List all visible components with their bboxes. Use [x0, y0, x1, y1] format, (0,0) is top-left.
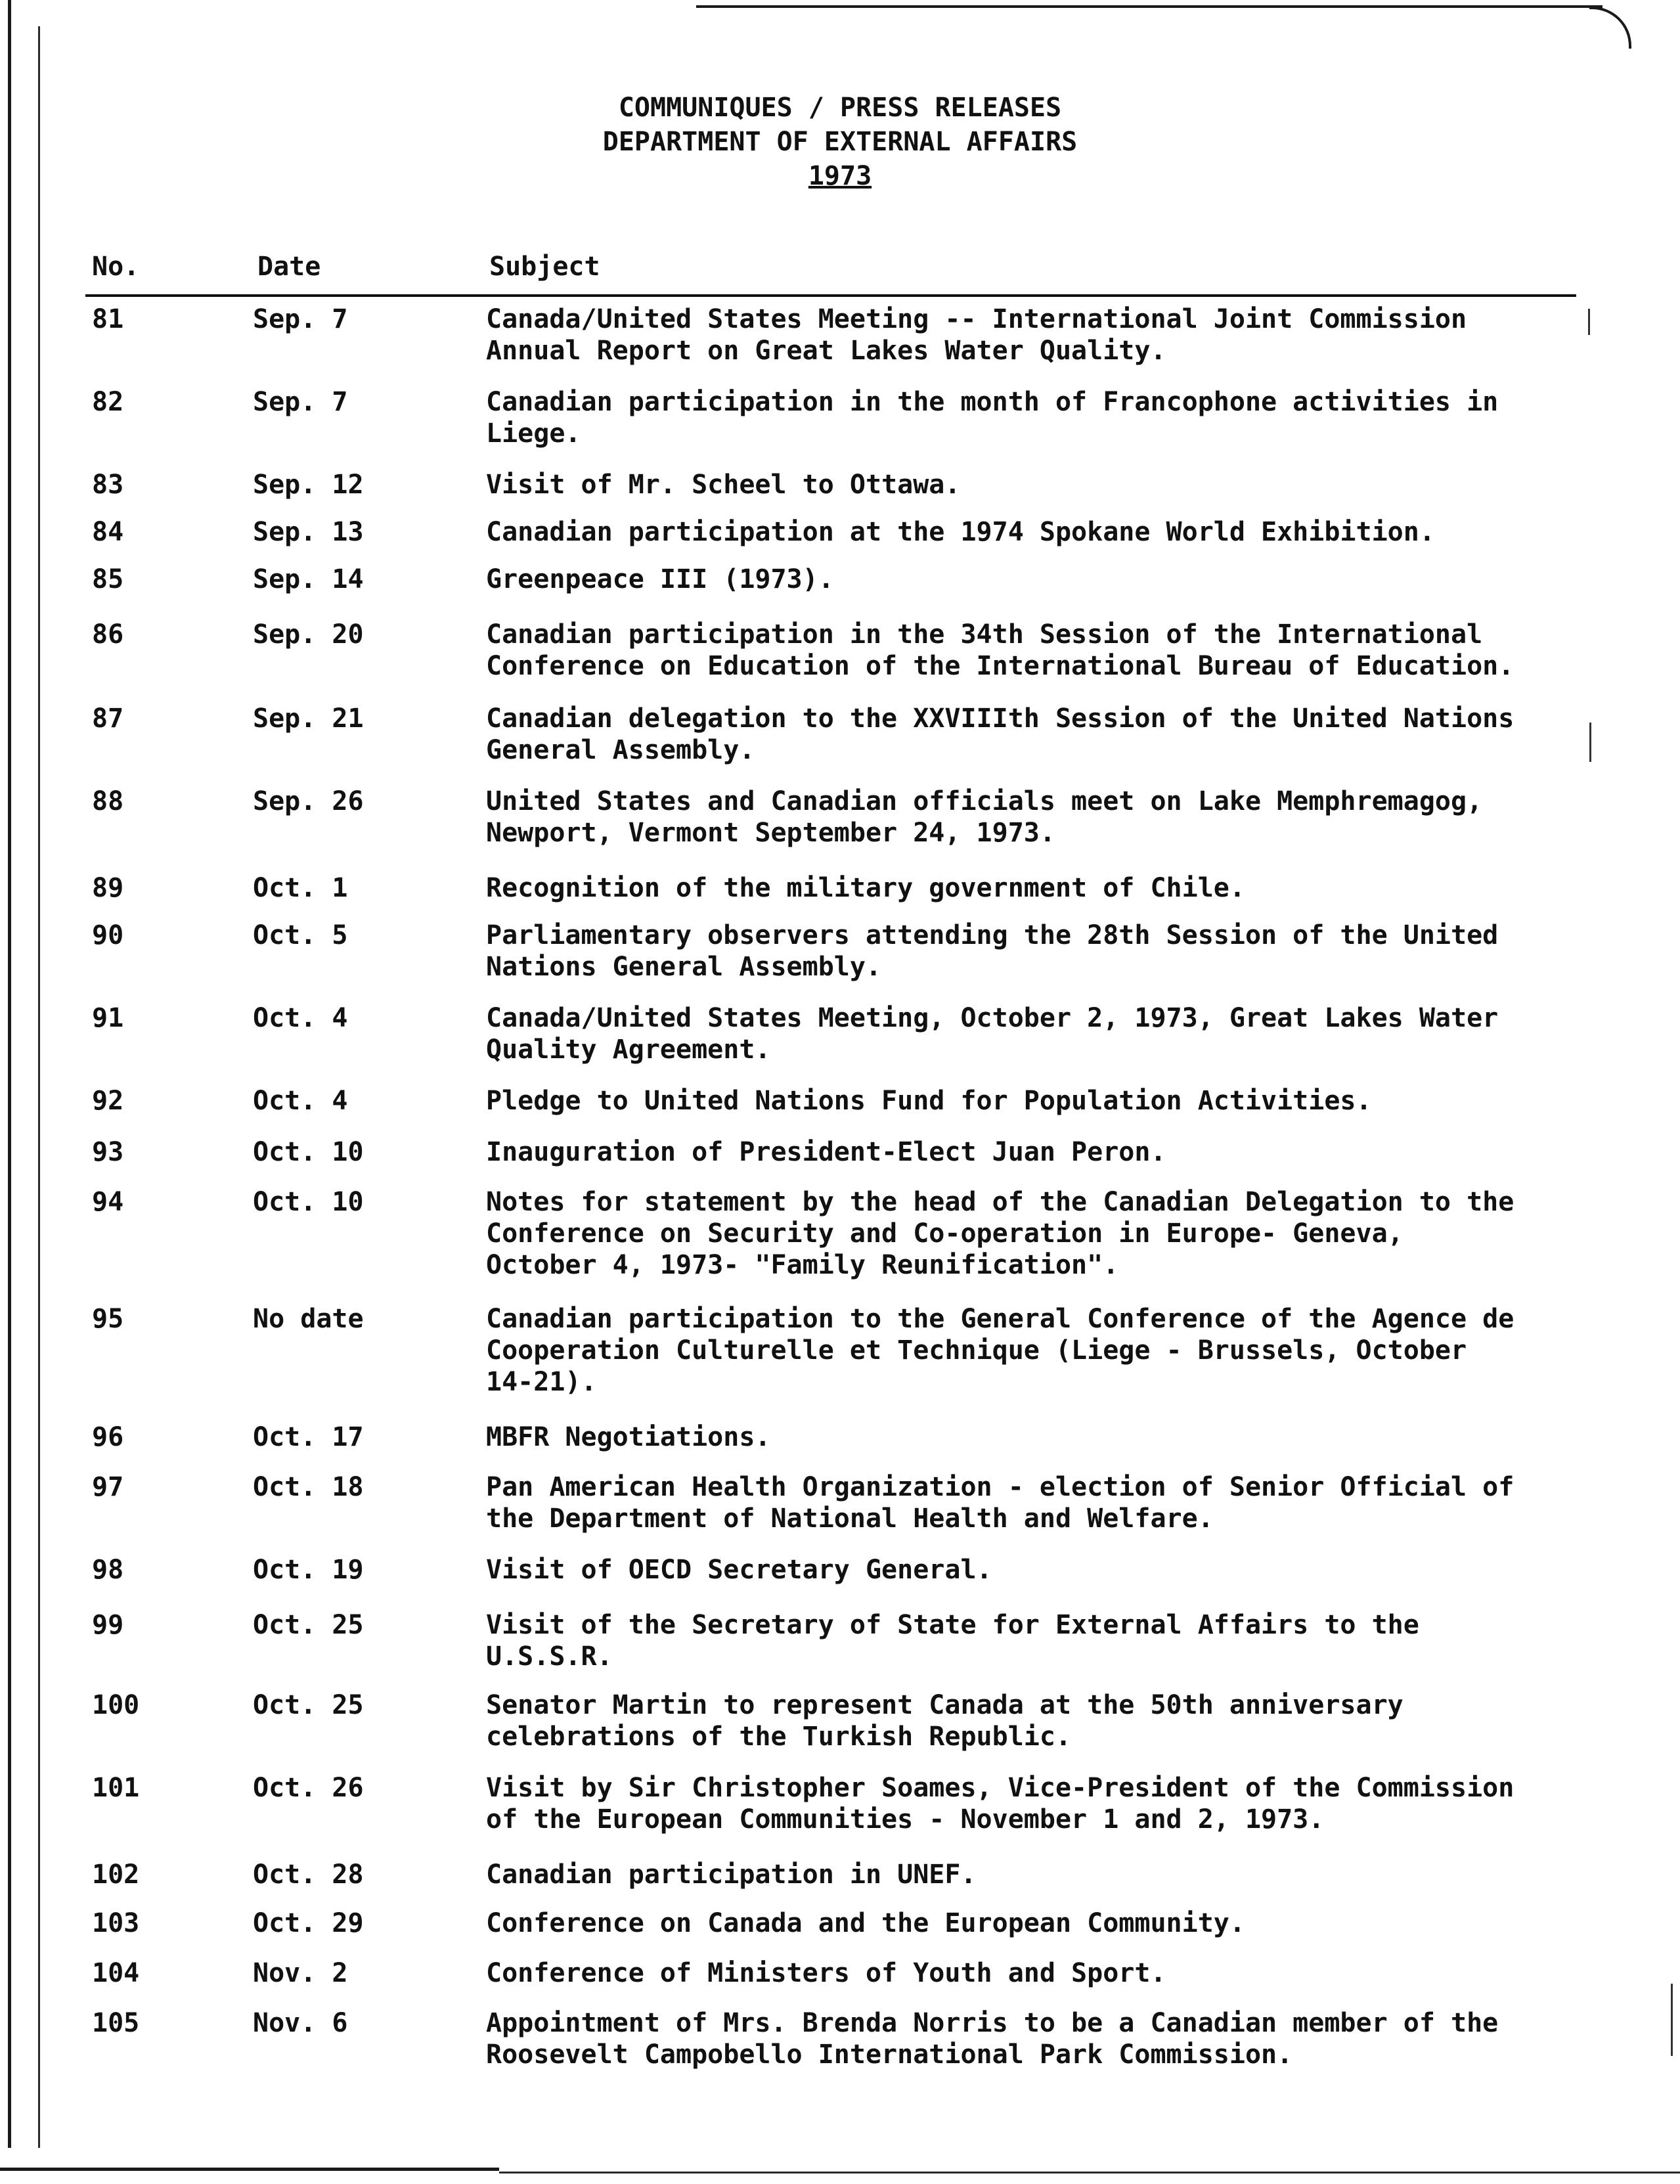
row-subject: Canadian participation in UNEF.: [486, 1860, 977, 1890]
row-date: Sep. 7: [253, 304, 348, 334]
row-date: Oct. 10: [253, 1137, 364, 1167]
row-number: 82: [92, 387, 124, 417]
row-number: 86: [92, 619, 124, 650]
row-number: 105: [92, 2008, 140, 2038]
scan-edge-left: [8, 0, 11, 2148]
row-date: Oct. 4: [253, 1003, 348, 1033]
scan-speck: [1671, 1984, 1673, 2056]
scan-speck: [1589, 723, 1591, 762]
row-subject: Canadian participation to the General Conference of the Agence de Cooperation Culturelle et Technique (Liege - Brussels, October 14-21).: [486, 1304, 1514, 1397]
row-number: 96: [92, 1422, 124, 1452]
row-number: 102: [92, 1860, 140, 1890]
row-number: 89: [92, 873, 124, 903]
header-year-text: 1973: [808, 161, 872, 191]
row-number: 103: [92, 1908, 140, 1938]
row-date: Oct. 1: [253, 873, 348, 903]
row-date: Sep. 12: [253, 470, 364, 500]
row-date: Sep. 14: [253, 564, 364, 594]
row-date: Oct. 26: [253, 1773, 364, 1803]
column-header-no: No.: [92, 252, 140, 282]
page-edge-bottom: [0, 2168, 499, 2171]
row-number: 104: [92, 1958, 140, 1988]
row-number: 100: [92, 1690, 140, 1720]
row-number: 101: [92, 1773, 140, 1803]
header-title: COMMUNIQUES / PRESS RELEASES: [618, 93, 1062, 123]
row-date: Oct. 25: [253, 1610, 364, 1640]
row-number: 93: [92, 1137, 124, 1167]
row-date: Nov. 6: [253, 2008, 348, 2038]
row-date: Oct. 4: [253, 1086, 348, 1116]
row-date: Oct. 17: [253, 1422, 364, 1452]
page-edge-bottom-2: [499, 2172, 1680, 2173]
row-subject: Canada/United States Meeting -- International Joint Commission Annual Report on Great Lakes Water Quality.: [486, 304, 1467, 366]
header-department: DEPARTMENT OF EXTERNAL AFFAIRS: [602, 127, 1078, 157]
row-subject: Conference on Canada and the European Community.: [486, 1908, 1245, 1938]
header-year: [0, 160, 1680, 192]
row-date: Oct. 19: [253, 1555, 364, 1585]
row-date: Sep. 7: [253, 387, 348, 417]
column-header-date: Date: [257, 252, 321, 282]
row-number: 92: [92, 1086, 124, 1116]
header-rule: [85, 294, 1576, 297]
row-subject: MBFR Negotiations.: [486, 1422, 771, 1452]
row-number: 97: [92, 1472, 124, 1502]
row-date: Oct. 29: [253, 1908, 364, 1938]
row-subject: Inauguration of President-Elect Juan Peron.: [486, 1137, 1166, 1167]
row-subject: Recognition of the military government of Chile.: [486, 873, 1245, 903]
row-subject: United States and Canadian officials meet on Lake Memphremagog, Newport, Vermont September 24, 1973.: [486, 786, 1483, 848]
row-subject: Pledge to United Nations Fund for Population Activities.: [486, 1086, 1372, 1116]
row-number: 84: [92, 517, 124, 547]
row-subject: Pan American Health Organization - election of Senior Official of the Department of National Health and Welfare.: [486, 1472, 1514, 1534]
row-subject: Notes for statement by the head of the Canadian Delegation to the Conference on Security and Co-operation in Europe- Geneva, October 4, 1973- "Family Reunification".: [486, 1187, 1514, 1280]
row-date: Oct. 25: [253, 1690, 364, 1720]
row-subject: Canada/United States Meeting, October 2, 1973, Great Lakes Water Quality Agreement.: [486, 1003, 1499, 1065]
row-date: Sep. 26: [253, 786, 364, 816]
row-date: Oct. 28: [253, 1860, 364, 1890]
row-subject: Senator Martin to represent Canada at the 50th anniversary celebrations of the Turkish Republic.: [486, 1690, 1404, 1752]
row-number: 90: [92, 920, 124, 950]
row-number: 99: [92, 1610, 124, 1640]
row-subject: Visit by Sir Christopher Soames, Vice-President of the Commission of the European Communities - November 1 and 2, 1973.: [486, 1773, 1514, 1835]
row-subject: Canadian participation in the month of Francophone activities in Liege.: [486, 387, 1499, 449]
row-number: 81: [92, 304, 124, 334]
row-date: Oct. 10: [253, 1187, 364, 1217]
row-subject: Greenpeace III (1973).: [486, 564, 834, 594]
row-number: 87: [92, 703, 124, 734]
row-subject: Canadian participation at the 1974 Spokane World Exhibition.: [486, 517, 1435, 547]
row-number: 94: [92, 1187, 124, 1217]
row-subject: Parliamentary observers attending the 28th Session of the United Nations General Assembly.: [486, 920, 1499, 982]
row-date: Sep. 21: [253, 703, 364, 734]
row-subject: Visit of the Secretary of State for External Affairs to the U.S.S.R.: [486, 1610, 1419, 1672]
row-date: No date: [253, 1304, 364, 1334]
row-subject: Canadian delegation to the XXVIIIth Session of the United Nations General Assembly.: [486, 703, 1514, 765]
row-subject: Appointment of Mrs. Brenda Norris to be a Canadian member of the Roosevelt Campobello International Park Commission.: [486, 2008, 1499, 2070]
row-subject: Visit of Mr. Scheel to Ottawa.: [486, 470, 961, 500]
row-subject: Canadian participation in the 34th Session of the International Conference on Education of the International Bureau of Education.: [486, 619, 1514, 681]
row-number: 95: [92, 1304, 124, 1334]
row-number: 83: [92, 470, 124, 500]
row-date: Oct. 5: [253, 920, 348, 950]
row-subject: Conference of Ministers of Youth and Sport.: [486, 1958, 1166, 1988]
row-date: Oct. 18: [253, 1472, 364, 1502]
row-number: 85: [92, 564, 124, 594]
row-number: 98: [92, 1555, 124, 1585]
page-corner-curl: [1589, 7, 1631, 49]
row-subject: Visit of OECD Secretary General.: [486, 1555, 992, 1585]
page-edge-top: [696, 5, 1603, 8]
row-number: 91: [92, 1003, 124, 1033]
row-date: Nov. 2: [253, 1958, 348, 1988]
scan-speck: [1588, 309, 1590, 335]
column-header-subject: Subject: [489, 252, 600, 282]
row-date: Sep. 13: [253, 517, 364, 547]
row-date: Sep. 20: [253, 619, 364, 650]
row-number: 88: [92, 786, 124, 816]
page-edge-left: [38, 26, 40, 2148]
